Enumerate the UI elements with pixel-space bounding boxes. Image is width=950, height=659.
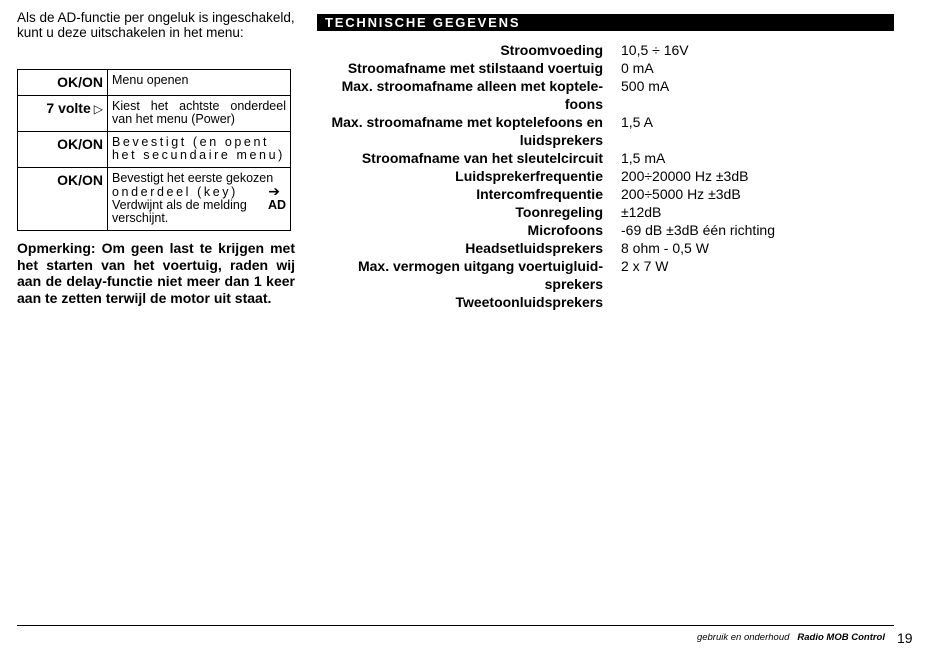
spec-label: Tweetoonluidsprekers: [455, 294, 603, 310]
spec-label: Stroomafname met stilstaand voertuig: [347, 60, 603, 76]
step-description-text: [268, 185, 286, 199]
step-key-label: OK/ON: [57, 74, 103, 90]
spec-label: Luidsprekerfrequentie: [455, 168, 603, 184]
step-key-label: OK/ON: [57, 172, 103, 188]
menu-steps-table: [17, 69, 291, 231]
table-row: [18, 70, 291, 96]
spec-value: 500 mA: [621, 78, 670, 94]
spec-row: [317, 185, 894, 203]
step-description: Kiest het achtste onderdeel van het menu (Power): [108, 96, 291, 132]
spec-label: Toonregeling: [515, 204, 603, 220]
spec-value: 200÷20000 Hz ±3dB: [621, 168, 749, 184]
spec-list: [317, 41, 894, 311]
step-key: [18, 70, 108, 96]
spec-value: 2 x 7 W: [621, 258, 669, 274]
spec-label: Microfoons: [527, 222, 603, 238]
spec-value: -69 dB ±3dB één richting: [621, 222, 775, 238]
spec-value: 1,5 mA: [621, 150, 666, 166]
spec-row: [317, 113, 894, 149]
step-description: Bevestigt (en opent het secundaire menu): [108, 132, 291, 168]
spec-row: [317, 221, 894, 239]
spec-value: [603, 293, 621, 311]
intro-text: Als de AD-functie per ongeluk is ingeschakeld, kunt u deze uitschakelen in het menu:: [17, 10, 295, 40]
arrow-right-icon: ➔: [268, 183, 280, 199]
spec-row: [317, 203, 894, 221]
footer-document-name: Radio MOB Control: [797, 632, 885, 643]
spec-row: [317, 59, 894, 77]
step-key-label: 7 volte: [46, 100, 91, 116]
note-text: Opmerking: Om geen last te krijgen met het starten van het voertuig, raden wij aan de delay-functie niet meer dan 1 keer aan te zetten terwijl de motor uit staat.: [17, 240, 295, 306]
step-description: Menu openen: [108, 70, 291, 96]
spec-value: ±12dB: [621, 204, 662, 220]
step-description-line: [112, 185, 286, 199]
step-description: [108, 168, 291, 231]
spec-label: Intercomfrequentie: [476, 186, 603, 202]
spec-row: [317, 77, 894, 113]
spec-value: 8 ohm - 0,5 W: [621, 240, 709, 256]
page-number: 19: [897, 630, 913, 646]
step-description-line: Bevestigt het eerste gekozen: [112, 171, 274, 185]
spec-label: Max. stroomafname met koptelefoons en luidsprekers: [331, 114, 603, 148]
spec-row: [317, 257, 894, 293]
footer-divider: [17, 625, 894, 626]
step-description-text: onderdeel (key): [112, 185, 238, 199]
triangle-right-icon: ▷: [93, 102, 103, 116]
table-row: [18, 96, 291, 132]
spec-row: [317, 167, 894, 185]
spec-value: 1,5 A: [621, 114, 653, 130]
spec-label: Stroomafname van het sleutelcircuit: [361, 150, 603, 166]
step-key: [18, 132, 108, 168]
spec-label: Headsetluidsprekers: [465, 240, 603, 256]
spec-row: [317, 149, 894, 167]
step-description-line: verschijnt.: [112, 211, 169, 225]
section-title: TECHNISCHE GEGEVENS: [317, 14, 894, 31]
spec-value: 200÷5000 Hz ±3dB: [621, 186, 741, 202]
step-key: [18, 96, 108, 132]
spec-label: Max. stroomafname alleen met koptele-foons: [341, 78, 603, 112]
ad-badge: AD: [267, 198, 286, 212]
spec-label: Max. vermogen uitgang voertuigluid-sprekers: [357, 258, 603, 292]
spec-row: [317, 41, 894, 59]
step-key-label: OK/ON: [57, 136, 103, 152]
table-row: [18, 168, 291, 231]
footer: [17, 632, 885, 643]
step-key: [18, 168, 108, 231]
spec-label: Stroomvoeding: [500, 42, 603, 58]
table-row: [18, 132, 291, 168]
step-description-text: Verdwijnt als de melding: [112, 198, 247, 212]
spec-row: [317, 293, 894, 311]
spec-row: [317, 239, 894, 257]
spec-value: 10,5 ÷ 16V: [621, 42, 689, 58]
footer-section: gebruik en onderhoud: [696, 632, 790, 643]
spec-value: 0 mA: [621, 60, 654, 76]
